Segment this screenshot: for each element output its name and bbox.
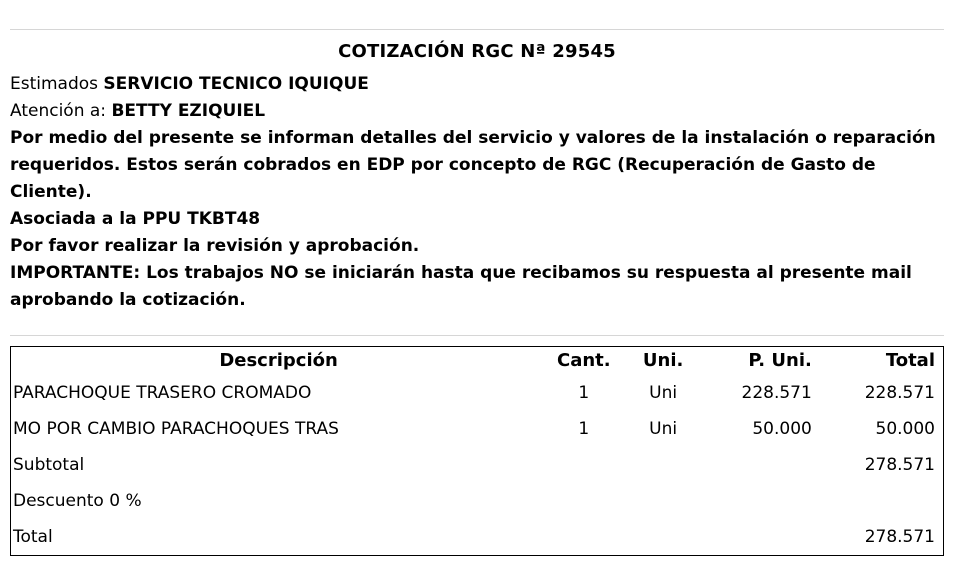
descuento-label-text: Descuento 0 — [13, 491, 121, 511]
items-table-body — [11, 375, 944, 556]
header-descripcion: Descripción — [219, 350, 338, 371]
descuento-value — [826, 483, 944, 519]
estimados-label: Estimados — [10, 74, 104, 94]
subtotal-label: Subtotal — [13, 455, 85, 475]
page-title: COTIZACIÓN RGC Nª 29545 — [338, 41, 616, 62]
header-total: Total — [885, 350, 935, 371]
intro-paragraph-4: IMPORTANTE: Los trabajos NO se iniciarán hasta que recibamos su respuesta al presente mail aprobando la cotización. — [10, 263, 912, 310]
descuento-uni-spacer — [624, 483, 703, 519]
row-uni: Uni — [649, 419, 678, 439]
total-value: 278.571 — [864, 527, 935, 547]
estimados-line — [10, 71, 944, 98]
subtotal-puni-spacer — [703, 447, 826, 483]
descuento-cant-spacer — [544, 483, 623, 519]
total-uni-spacer — [624, 519, 703, 556]
descuento-percent-sign: % — [120, 491, 142, 511]
atencion-value: BETTY EZIQUIEL — [111, 101, 266, 121]
row-precio-unitario: 228.571 — [741, 383, 812, 403]
header-precio-unitario: P. Uni. — [748, 350, 812, 371]
descuento-label — [11, 483, 545, 519]
atencion-label: Atención a: — [10, 101, 112, 121]
section-divider — [10, 335, 944, 336]
descuento-row — [11, 483, 944, 519]
atencion-line — [10, 98, 944, 125]
total-puni-spacer — [703, 519, 826, 556]
table-row — [11, 375, 944, 411]
total-cant-spacer — [544, 519, 623, 556]
table-header-row — [11, 347, 944, 376]
row-cant: 1 — [578, 383, 590, 403]
quotation-document — [0, 29, 954, 567]
subtotal-uni-spacer — [624, 447, 703, 483]
row-total: 50.000 — [875, 419, 935, 439]
table-row — [11, 411, 944, 447]
row-uni: Uni — [649, 383, 678, 403]
estimados-value: SERVICIO TECNICO IQUIQUE — [103, 74, 369, 94]
row-total: 228.571 — [864, 383, 935, 403]
row-descripcion: MO POR CAMBIO PARACHOQUES TRAS — [13, 419, 339, 439]
items-table-head — [11, 347, 944, 376]
total-row — [11, 519, 944, 556]
row-descripcion: PARACHOQUE TRASERO CROMADO — [13, 383, 312, 403]
subtotal-value: 278.571 — [864, 455, 935, 475]
subtotal-row — [11, 447, 944, 483]
subtotal-cant-spacer — [544, 447, 623, 483]
intro-block — [10, 71, 944, 314]
intro-paragraph-3: Por favor realizar la revisión y aprobación. — [10, 236, 420, 256]
descuento-puni-spacer — [703, 483, 826, 519]
row-precio-unitario: 50.000 — [752, 419, 812, 439]
intro-paragraph-1: Por medio del presente se informan detalles del servicio y valores de la instalación o reparación requeridos. Estos serán cobrados en EDP por concepto de RGC (Recuperación de Gasto de Cliente). — [10, 128, 936, 202]
items-table — [10, 346, 944, 556]
intro-paragraph-2: Asociada a la PPU TKBT48 — [10, 209, 261, 229]
top-divider — [10, 29, 944, 30]
total-label: Total — [13, 527, 53, 547]
row-cant: 1 — [578, 419, 590, 439]
header-cant: Cant. — [557, 350, 611, 371]
header-uni: Uni. — [642, 350, 684, 371]
